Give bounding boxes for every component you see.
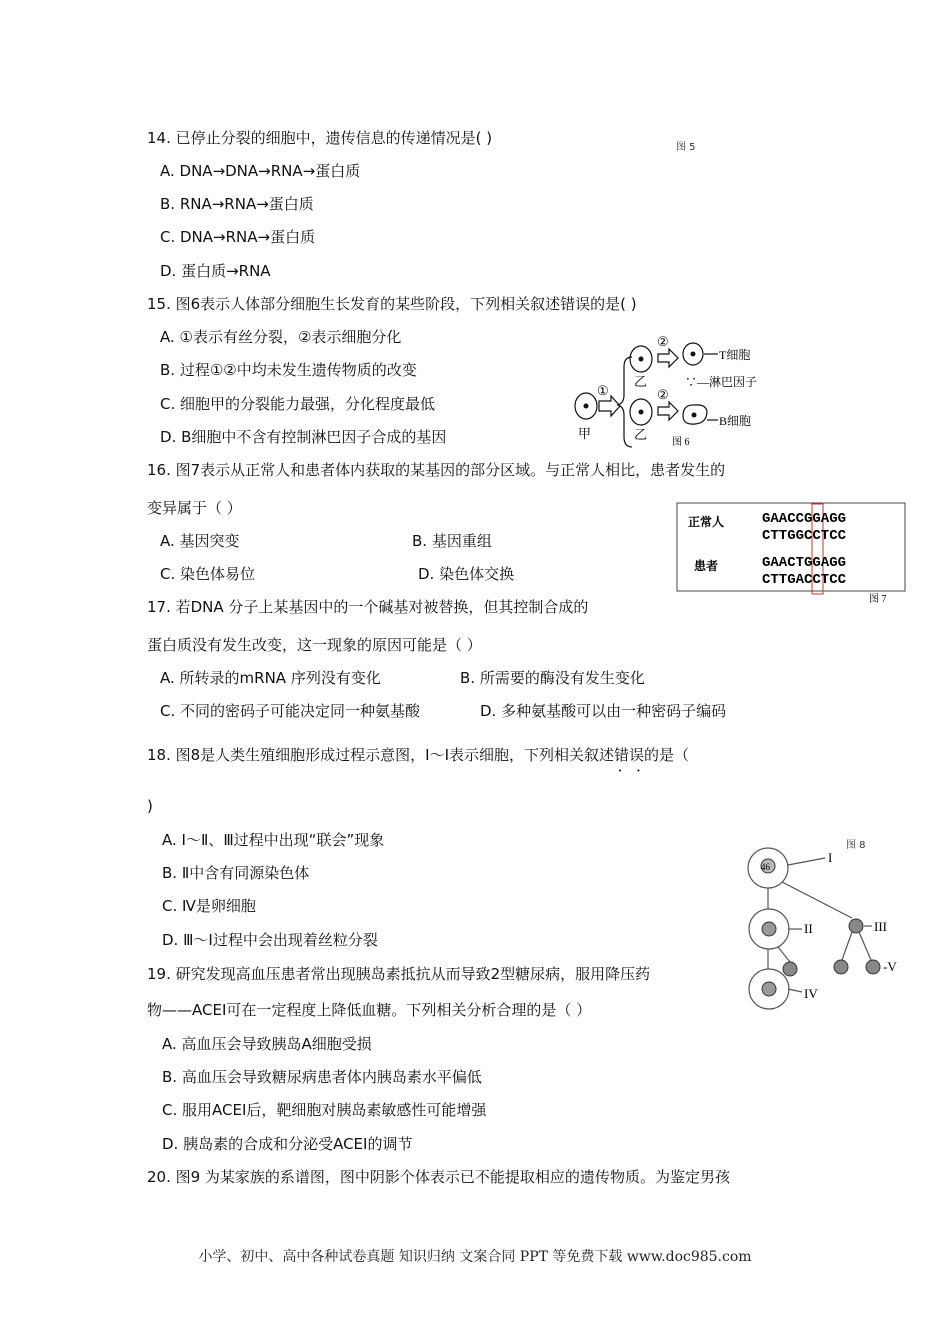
fig8-label: 图 8	[846, 840, 866, 851]
nucleus-iv	[762, 982, 776, 996]
q18-stem-continued: )	[147, 797, 153, 815]
fig6-step1: ①	[597, 383, 609, 398]
q14-option-a: A. DNA→DNA→RNA→蛋白质	[160, 162, 361, 180]
arrow-step2-bottom	[658, 402, 678, 420]
q18-stem-part1: 18. 图8是人类生殖细胞形成过程示意图，Ⅰ～Ⅰ表示细胞，下列相关叙述	[147, 746, 615, 764]
fig6-b-cell: B细胞	[719, 414, 752, 428]
fig6-lymphokine: ∵—淋巴因子	[685, 375, 758, 389]
q17-option-c: C. 不同的密码子可能决定同一种氨基酸	[160, 702, 421, 720]
fig6-step2-bottom: ②	[657, 387, 669, 402]
patient-seq-bottom: CTTGACCTCC	[762, 572, 847, 588]
q16-option-a: A. 基因突变	[160, 532, 240, 550]
q16-stem-continued: 变异属于（ ）	[147, 499, 242, 517]
fig6-step2-top: ②	[657, 334, 669, 349]
q15-option-d: D. B细胞中不含有控制淋巴因子合成的基因	[160, 428, 447, 446]
nucleus-yi-bottom	[639, 410, 644, 415]
q19-option-c: C. 服用ACEI后，靶细胞对胰岛素敏感性可能增强	[162, 1101, 487, 1119]
footer-ad: 小学、初中、高中各种试卷真题 知识归纳 文案合同 PPT 等免费下载 www.doc985.com	[198, 1249, 752, 1265]
cell-v-left	[834, 960, 848, 974]
nucleus-jia	[584, 404, 589, 409]
cell-v-right	[866, 960, 880, 974]
q17-stem-continued: 蛋白质没有发生改变，这一现象的原因可能是（ ）	[147, 636, 482, 654]
cell-iii	[849, 919, 863, 933]
q18-emphasis-word: 错误 • •	[614, 745, 644, 765]
q17-option-a: A. 所转录的mRNA 序列没有变化	[160, 669, 381, 687]
fig5-label: 图 5	[676, 142, 696, 153]
link-iii-right	[859, 932, 871, 960]
fig8-label-iii: III	[874, 919, 887, 934]
pointer-i	[788, 858, 825, 865]
fig6-yi-bottom: 乙	[634, 427, 648, 442]
q14-option-b: B. RNA→RNA→蛋白质	[160, 195, 314, 213]
fig6-diagram	[568, 332, 788, 452]
q19-stem: 19. 研究发现高血压患者常出现胰岛素抵抗从而导致2型糖尿病，服用降压药	[147, 965, 651, 983]
q18-option-a: A. Ⅰ～Ⅱ、Ⅲ过程中出现“联会”现象	[162, 831, 385, 849]
q19-stem-continued: 物——ACEI可在一定程度上降低血糖。下列相关分析合理的是（ ）	[147, 1001, 592, 1019]
q17-stem: 17. 若DNA 分子上某基因中的一个碱基对被替换，但其控制合成的	[147, 598, 589, 616]
nucleus-t	[691, 352, 696, 357]
fig8-label-v: -V	[883, 959, 897, 974]
fig6-label: 图 6	[672, 437, 690, 448]
fig7-normal-label: 正常人	[688, 515, 725, 529]
polar-body	[783, 962, 797, 976]
nucleus-b	[692, 413, 697, 418]
q18-option-d: D. Ⅲ～Ⅰ过程中会出现着丝粒分裂	[162, 931, 378, 949]
fig7-patient-label: 患者	[694, 559, 719, 573]
q16-option-c: C. 染色体易位	[160, 565, 256, 583]
nucleus-ii	[762, 922, 776, 936]
q14-option-c: C. DNA→RNA→蛋白质	[160, 228, 316, 246]
brace	[618, 357, 632, 447]
pointer-iv	[788, 989, 802, 992]
q19-option-d: D. 胰岛素的合成和分泌受ACEI的调节	[162, 1135, 413, 1153]
q16-option-b: B. 基因重组	[412, 532, 492, 550]
q18-stem-part2: 的是（	[644, 746, 690, 764]
normal-seq-bottom: CTTGGCCTCC	[762, 528, 847, 544]
fig6-t-cell: T细胞	[719, 348, 751, 362]
patient-seq-top: GAACTGGAGG	[762, 555, 847, 571]
q17-option-d: D. 多种氨基酸可以由一种密码子编码	[480, 702, 727, 720]
fig8-46: 46	[761, 862, 770, 872]
q15-option-b: B. 过程①②中均未发生遗传物质的改变	[160, 361, 417, 379]
q18-option-b: B. Ⅱ中含有同源染色体	[162, 864, 310, 882]
fig6-yi-top: 乙	[634, 374, 648, 389]
q20-stem: 20. 图9 为某家族的系谱图，图中阴影个体表示已不能提取相应的遗传物质。为鉴定男孩	[147, 1168, 730, 1186]
q19-option-b: B. 高血压会导致糖尿病患者体内胰岛素水平偏低	[162, 1068, 482, 1086]
link-ii-polar	[778, 947, 790, 962]
q19-option-a: A. 高血压会导致胰岛A细胞受损	[162, 1035, 372, 1053]
q15-option-c: C. 细胞甲的分裂能力最强，分化程度最低	[160, 395, 436, 413]
fig7-diagram	[676, 502, 916, 606]
q18-option-c: C. Ⅳ是卵细胞	[162, 897, 256, 915]
fig8-diagram	[740, 832, 910, 1012]
arrow-step2-top	[658, 349, 678, 367]
q14-stem: 14. 已停止分裂的细胞中，遗传信息的传递情况是( )	[147, 129, 493, 147]
fig8-label-ii: II	[804, 921, 813, 936]
link-i-iii	[782, 882, 852, 918]
nucleus-yi-top	[639, 357, 644, 362]
q15-stem: 15. 图6表示人体部分细胞生长发育的某些阶段，下列相关叙述错误的是( )	[147, 295, 637, 313]
q17-option-b: B. 所需要的酶没有发生变化	[460, 669, 645, 687]
fig8-label-i: I	[828, 850, 833, 865]
q16-stem: 16. 图7表示从正常人和患者体内获取的某基因的部分区域。与正常人相比，患者发生的	[147, 461, 726, 479]
arrow-step1	[599, 396, 620, 416]
normal-seq-top: GAACCGGAGG	[762, 511, 847, 527]
q14-option-d: D. 蛋白质→RNA	[160, 262, 271, 280]
q18-stem	[147, 745, 689, 765]
fig7-label: 图 7	[869, 594, 887, 605]
q15-option-a: A. ①表示有丝分裂，②表示细胞分化	[160, 328, 402, 346]
q16-option-d: D. 染色体交换	[418, 565, 515, 583]
link-iii-left	[842, 932, 852, 960]
fig8-label-iv: IV	[804, 986, 818, 1001]
fig6-jia: 甲	[578, 426, 592, 441]
